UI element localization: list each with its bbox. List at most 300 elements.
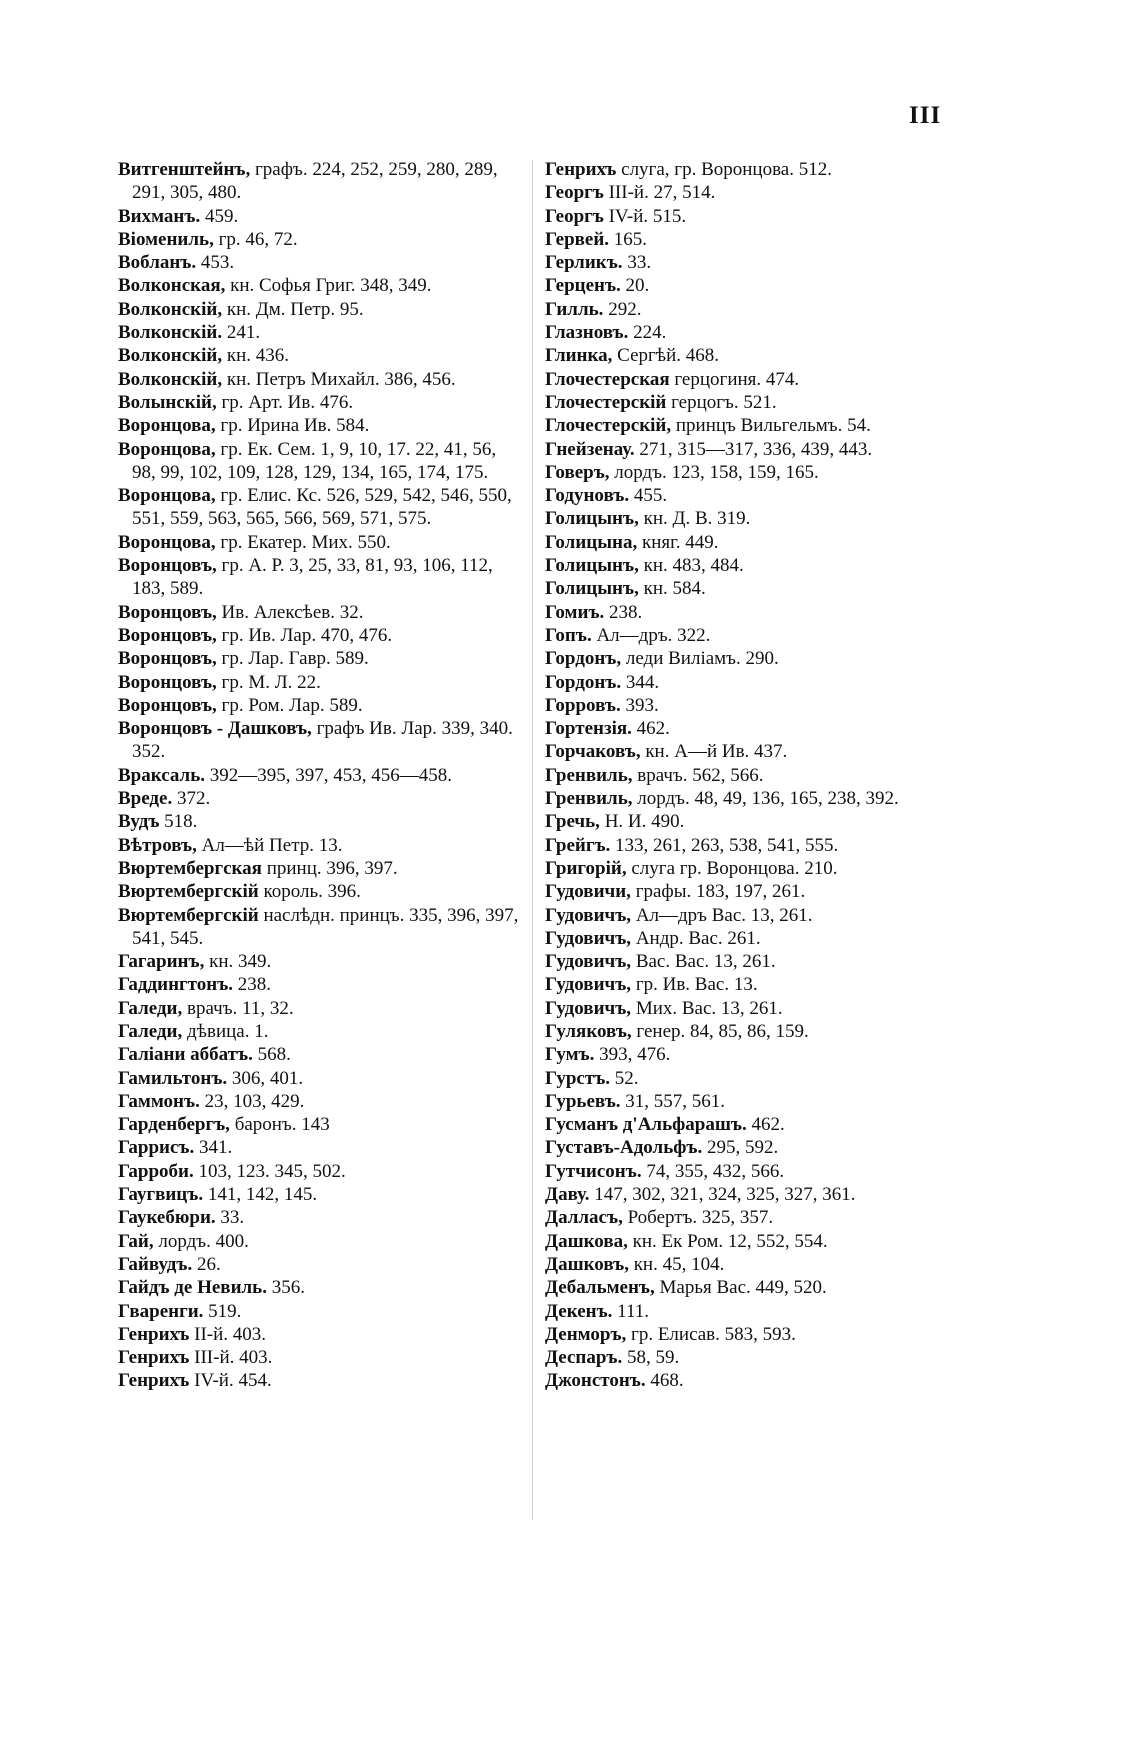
- entry-references: Ив. Алексѣев. 32.: [216, 601, 364, 623]
- entry-references: врачъ. 11, 32.: [182, 997, 294, 1019]
- entry-headword: Гудовичъ,: [545, 904, 632, 926]
- index-entry: [545, 461, 965, 484]
- column-divider: [532, 160, 533, 1520]
- entry-references: Вас. Вас. 13, 261.: [631, 951, 776, 973]
- entry-headword: Гаукебюри.: [118, 1207, 216, 1229]
- entry-headword: Гудовичъ,: [545, 951, 632, 973]
- index-entry: [118, 298, 520, 321]
- entry-headword: Гудовичъ,: [545, 974, 632, 996]
- index-entry: [118, 554, 520, 601]
- entry-references: король. 396.: [258, 881, 361, 903]
- entry-headword: Дашковъ,: [545, 1253, 629, 1275]
- index-entry: [545, 1323, 965, 1346]
- index-entry: [545, 228, 965, 251]
- entry-references: кн. А—й Ив. 437.: [640, 741, 788, 763]
- entry-references: гр. Елисав. 583, 593.: [626, 1323, 796, 1345]
- index-entry: [118, 228, 520, 251]
- index-entry: [118, 1090, 520, 1113]
- index-entry: [118, 647, 520, 670]
- entry-references: 372.: [172, 788, 211, 810]
- entry-headword: Воронцовъ,: [118, 601, 217, 623]
- entry-references: 462.: [746, 1114, 785, 1136]
- entry-references: герцогиня. 474.: [669, 368, 800, 390]
- entry-headword: Генрихъ: [118, 1323, 190, 1345]
- entry-references: 271, 315—317, 336, 439, 443.: [634, 438, 873, 460]
- entry-references: графъ. 224, 252, 259, 280, 289, 291, 305, 480.: [132, 159, 498, 204]
- entry-headword: Генрихъ: [118, 1370, 190, 1392]
- entry-headword: Воронцова,: [118, 438, 216, 460]
- index-entry: [545, 251, 965, 274]
- entry-headword: Воронцовъ - Дашковъ,: [118, 718, 312, 740]
- entry-references: 224.: [628, 322, 667, 344]
- entry-references: 393, 476.: [594, 1044, 671, 1066]
- entry-headword: Гордонъ.: [545, 671, 622, 693]
- entry-headword: Гопъ.: [545, 624, 592, 646]
- entry-references: Ал—дръ Вас. 13, 261.: [631, 904, 813, 926]
- entry-references: 58, 59.: [622, 1347, 680, 1369]
- index-entry: [118, 1183, 520, 1206]
- index-entry: [118, 274, 520, 297]
- entry-references: 344.: [621, 671, 660, 693]
- entry-headword: Вюртембергская: [118, 857, 262, 879]
- index-entry: [545, 391, 965, 414]
- entry-headword: Грейгъ.: [545, 834, 611, 856]
- index-entry: [118, 880, 520, 903]
- entry-headword: Гурстъ.: [545, 1067, 611, 1089]
- entry-references: 111.: [612, 1300, 650, 1322]
- entry-references: 20.: [620, 275, 650, 297]
- entry-references: графъ Ив. Лар. 339, 340. 352.: [132, 718, 513, 763]
- index-entry: [545, 764, 965, 787]
- entry-references: гр. Екатер. Мих. 550.: [215, 531, 391, 553]
- index-entry: [545, 1346, 965, 1369]
- entry-references: кн. Петръ Михайл. 386, 456.: [222, 368, 456, 390]
- entry-headword: Дебальменъ,: [545, 1277, 655, 1299]
- index-entry: [545, 1253, 965, 1276]
- index-entry: [118, 344, 520, 367]
- entry-references: Марья Вас. 449, 520.: [654, 1277, 827, 1299]
- index-entry: [545, 1160, 965, 1183]
- index-entry: [118, 1136, 520, 1159]
- entry-headword: Волконскій,: [118, 345, 223, 367]
- index-entry: [545, 740, 965, 763]
- index-entry: [118, 694, 520, 717]
- entry-headword: Гречь,: [545, 811, 600, 833]
- entry-references: 31, 557, 561.: [620, 1090, 726, 1112]
- entry-references: 519.: [203, 1300, 242, 1322]
- entry-headword: Гаррисъ.: [118, 1137, 195, 1159]
- entry-headword: Гайвудъ.: [118, 1253, 193, 1275]
- entry-references: Андр. Вас. 261.: [631, 927, 761, 949]
- entry-headword: Голицынъ,: [545, 578, 639, 600]
- entry-headword: Гортензія.: [545, 718, 632, 740]
- index-entry: [118, 671, 520, 694]
- entry-references: кн. 584.: [638, 578, 706, 600]
- entry-references: 462.: [631, 718, 670, 740]
- entry-headword: Гутчисонъ.: [545, 1160, 642, 1182]
- index-entry: [545, 158, 965, 181]
- entry-references: кн. Д. В. 319.: [638, 508, 751, 530]
- entry-headword: Декенъ.: [545, 1300, 613, 1322]
- entry-references: гр. Лар. Гавр. 589.: [216, 648, 369, 670]
- entry-references: Ал—дръ. 322.: [591, 624, 711, 646]
- index-entry: [545, 1276, 965, 1299]
- entry-references: 133, 261, 263, 538, 541, 555.: [610, 834, 839, 856]
- index-entry: [545, 368, 965, 391]
- entry-references: 393.: [620, 694, 659, 716]
- index-entry: [118, 787, 520, 810]
- index-entry: [545, 904, 965, 927]
- entry-references: III-й. 403.: [189, 1347, 273, 1369]
- entry-references: 33.: [622, 252, 652, 274]
- entry-references: 147, 302, 321, 324, 325, 327, 361.: [589, 1184, 856, 1206]
- index-entry: [545, 1113, 965, 1136]
- entry-headword: Дашкова,: [545, 1230, 628, 1252]
- index-entry: [545, 414, 965, 437]
- entry-headword: Деспаръ.: [545, 1347, 623, 1369]
- entry-headword: Горчаковъ,: [545, 741, 641, 763]
- entry-headword: Герценъ.: [545, 275, 621, 297]
- entry-references: 356.: [266, 1277, 305, 1299]
- index-entry: [545, 205, 965, 228]
- index-entry: [118, 1230, 520, 1253]
- index-entry: [118, 1206, 520, 1229]
- entry-references: 26.: [192, 1253, 221, 1275]
- entry-references: Сергѣй. 468.: [612, 345, 720, 367]
- entry-headword: Гренвиль,: [545, 764, 633, 786]
- entry-references: 341.: [194, 1137, 233, 1159]
- entry-references: 141, 142, 145.: [203, 1184, 318, 1206]
- entry-headword: Далласъ,: [545, 1207, 623, 1229]
- entry-headword: Глочестерскій,: [545, 415, 672, 437]
- entry-headword: Волконскій,: [118, 298, 223, 320]
- entry-references: принц. 396, 397.: [261, 857, 398, 879]
- entry-headword: Волконская,: [118, 275, 226, 297]
- entry-headword: Гилль.: [545, 298, 604, 320]
- index-entry: [118, 950, 520, 973]
- entry-headword: Віомениль,: [118, 228, 214, 250]
- entry-references: кн. 436.: [222, 345, 289, 367]
- entry-headword: Витгенштейнъ,: [118, 159, 251, 180]
- entry-headword: Гаддингтонъ.: [118, 974, 234, 996]
- entry-headword: Гаммонъ.: [118, 1090, 200, 1112]
- index-entry: [118, 251, 520, 274]
- entry-references: лордъ. 123, 158, 159, 165.: [609, 461, 819, 483]
- index-entry: [118, 1346, 520, 1369]
- entry-references: слуга, гр. Воронцова. 512.: [616, 159, 832, 180]
- entry-references: 33.: [215, 1207, 245, 1229]
- index-entry: [118, 810, 520, 833]
- entry-references: гр. Елис. Кс. 526, 529, 542, 546, 550, 551, 559, 563, 565, 566, 569, 571, 575.: [132, 485, 512, 530]
- index-entry: [118, 1020, 520, 1043]
- entry-references: кн. Ек Ром. 12, 552, 554.: [627, 1230, 828, 1252]
- entry-references: генер. 84, 85, 86, 159.: [631, 1020, 809, 1042]
- entry-headword: Воронцова,: [118, 485, 216, 507]
- index-entry: [545, 671, 965, 694]
- entry-headword: Вобланъ.: [118, 252, 197, 274]
- entry-references: гр. Ром. Лар. 589.: [216, 694, 363, 716]
- entry-headword: Гренвиль,: [545, 788, 633, 810]
- entry-references: кн. Дм. Петр. 95.: [222, 298, 364, 320]
- entry-references: IV-й. 454.: [189, 1370, 272, 1392]
- index-entry: [118, 997, 520, 1020]
- entry-headword: Горровъ.: [545, 694, 621, 716]
- entry-headword: Говеръ,: [545, 461, 610, 483]
- entry-references: 518.: [159, 811, 198, 833]
- index-entry: [545, 298, 965, 321]
- entry-headword: Глазновъ.: [545, 322, 629, 344]
- index-entry: [118, 205, 520, 228]
- index-entry: [118, 973, 520, 996]
- index-entry: [545, 1067, 965, 1090]
- page-number: III: [909, 102, 942, 129]
- entry-headword: Гудовичъ,: [545, 927, 632, 949]
- entry-references: герцогъ. 521.: [666, 391, 777, 413]
- entry-headword: Генрихъ: [545, 159, 617, 180]
- index-entry: [545, 274, 965, 297]
- index-entry: [545, 1043, 965, 1066]
- entry-headword: Гуляковъ,: [545, 1020, 632, 1042]
- entry-headword: Воронцовъ,: [118, 694, 217, 716]
- entry-headword: Воронцова,: [118, 531, 216, 553]
- entry-headword: Гайдъ де Невиль.: [118, 1277, 267, 1299]
- entry-headword: Вюртембергскій: [118, 881, 259, 903]
- entry-headword: Густавъ-Адольфъ.: [545, 1137, 703, 1159]
- index-entry: [118, 1323, 520, 1346]
- index-entry: [118, 904, 520, 951]
- entry-references: кн. Софья Григ. 348, 349.: [225, 275, 432, 297]
- entry-headword: Гарроби.: [118, 1160, 194, 1182]
- index-entry: [545, 1090, 965, 1113]
- entry-references: 52.: [610, 1067, 639, 1089]
- index-entry: [545, 531, 965, 554]
- entry-headword: Генрихъ: [118, 1347, 190, 1369]
- entry-references: гр. 46, 72.: [213, 228, 298, 250]
- entry-references: гр. М. Л. 22.: [216, 671, 321, 693]
- index-entry: [118, 717, 520, 764]
- index-entry: [545, 973, 965, 996]
- index-entry: [118, 1300, 520, 1323]
- entry-headword: Волконскій,: [118, 368, 223, 390]
- entry-references: 306, 401.: [227, 1067, 304, 1089]
- entry-headword: Воронцовъ,: [118, 671, 217, 693]
- entry-references: лордъ. 400.: [153, 1230, 249, 1252]
- index-entry: [545, 997, 965, 1020]
- entry-headword: Гервей.: [545, 228, 610, 250]
- index-entry: [118, 1369, 520, 1392]
- entry-headword: Гаугвицъ.: [118, 1184, 204, 1206]
- index-column-right: [545, 158, 965, 1393]
- entry-references: Робертъ. 325, 357.: [622, 1207, 774, 1229]
- index-entry: [118, 368, 520, 391]
- index-entry: [118, 391, 520, 414]
- entry-references: леди Виліамъ. 290.: [621, 648, 779, 670]
- entry-references: врачъ. 562, 566.: [632, 764, 764, 786]
- entry-references: II-й. 403.: [189, 1323, 267, 1345]
- entry-headword: Глинка,: [545, 345, 613, 367]
- entry-headword: Герликъ.: [545, 252, 623, 274]
- entry-references: III-й. 27, 514.: [603, 182, 716, 204]
- entry-headword: Гай,: [118, 1230, 154, 1252]
- entry-references: 392—395, 397, 453, 456—458.: [205, 764, 453, 786]
- entry-headword: Вудъ: [118, 811, 160, 833]
- index-entry: [118, 1253, 520, 1276]
- entry-headword: Гамильтонъ.: [118, 1067, 228, 1089]
- index-entry: [545, 787, 965, 810]
- index-entry: [118, 624, 520, 647]
- entry-headword: Волынскій,: [118, 391, 217, 413]
- entry-headword: Воронцова,: [118, 415, 216, 437]
- index-entry: [118, 1043, 520, 1066]
- index-entry: [118, 1113, 520, 1136]
- index-entry: [545, 624, 965, 647]
- index-entry: [545, 321, 965, 344]
- entry-headword: Григорій,: [545, 857, 627, 879]
- entry-references: 238.: [233, 974, 272, 996]
- index-entry: [118, 1276, 520, 1299]
- entry-references: IV-й. 515.: [603, 205, 687, 227]
- entry-headword: Голицынъ,: [545, 555, 639, 577]
- entry-headword: Гарденбергъ,: [118, 1114, 230, 1136]
- entry-references: гр. Ирина Ив. 584.: [215, 415, 370, 437]
- entry-headword: Георгъ: [545, 182, 604, 204]
- entry-headword: Вюртембергскій: [118, 904, 259, 926]
- entry-headword: Враксаль.: [118, 764, 206, 786]
- index-entry: [545, 438, 965, 461]
- entry-headword: Даву.: [545, 1184, 590, 1206]
- entry-headword: Галіани аббатъ.: [118, 1044, 253, 1066]
- index-entry: [545, 857, 965, 880]
- index-entry: [545, 1183, 965, 1206]
- index-entry: [118, 484, 520, 531]
- entry-headword: Галеди,: [118, 997, 183, 1019]
- entry-headword: Воронцовъ,: [118, 555, 217, 577]
- entry-headword: Голицына,: [545, 531, 638, 553]
- entry-headword: Годуновъ.: [545, 485, 630, 507]
- entry-references: наслѣдн. принцъ. 335, 396, 397, 541, 545.: [132, 904, 519, 949]
- entry-headword: Гваренги.: [118, 1300, 204, 1322]
- entry-headword: Волконскій.: [118, 322, 223, 344]
- entry-references: Н. И. 490.: [599, 811, 685, 833]
- index-entry: [545, 1300, 965, 1323]
- entry-references: княг. 449.: [637, 531, 719, 553]
- entry-references: 468.: [645, 1370, 684, 1392]
- index-column-left: [118, 158, 520, 1393]
- index-entry: [545, 694, 965, 717]
- entry-references: кн. 483, 484.: [638, 555, 744, 577]
- entry-references: гр. Ек. Сем. 1, 9, 10, 17. 22, 41, 56, 98, 99, 102, 109, 128, 129, 134, 165, 174, 175.: [132, 438, 497, 483]
- entry-headword: Воронцовъ,: [118, 624, 217, 646]
- index-entry: [545, 1136, 965, 1159]
- index-entry: [545, 344, 965, 367]
- index-entry: [118, 834, 520, 857]
- entry-headword: Глочестерская: [545, 368, 670, 390]
- index-entry: [545, 647, 965, 670]
- index-entry: [118, 158, 520, 205]
- entry-headword: Гудовичъ,: [545, 997, 632, 1019]
- entry-headword: Гудовичи,: [545, 881, 631, 903]
- entry-headword: Вреде.: [118, 788, 173, 810]
- index-entry: [545, 1230, 965, 1253]
- entry-references: 453.: [196, 252, 235, 274]
- entry-references: 74, 355, 432, 566.: [641, 1160, 785, 1182]
- index-entry: [545, 880, 965, 903]
- entry-references: слуга гр. Воронцова. 210.: [626, 857, 838, 879]
- entry-headword: Глочестерскій: [545, 391, 667, 413]
- entry-headword: Гнейзенау.: [545, 438, 635, 460]
- index-entry: [545, 601, 965, 624]
- entry-references: 23, 103, 429.: [199, 1090, 305, 1112]
- index-entry: [545, 1020, 965, 1043]
- entry-headword: Галеди,: [118, 1020, 183, 1042]
- index-entry: [118, 531, 520, 554]
- entry-references: гр. А. Р. 3, 25, 33, 81, 93, 106, 112, 183, 589.: [132, 555, 493, 600]
- entry-headword: Денморъ,: [545, 1323, 627, 1345]
- entry-references: баронъ. 143: [229, 1114, 330, 1136]
- entry-references: гр. Ив. Вас. 13.: [631, 974, 758, 996]
- index-entry: [545, 507, 965, 530]
- entry-references: Мих. Вас. 13, 261.: [631, 997, 783, 1019]
- entry-references: Ал—ѣй Петр. 13.: [196, 834, 343, 856]
- index-entry: [545, 834, 965, 857]
- entry-references: принцъ Вильгельмъ. 54.: [671, 415, 871, 437]
- entry-references: 238.: [604, 601, 643, 623]
- entry-headword: Гумъ.: [545, 1044, 595, 1066]
- entry-references: гр. Ив. Лар. 470, 476.: [216, 624, 393, 646]
- entry-references: дѣвица. 1.: [182, 1020, 269, 1042]
- index-entry: [118, 438, 520, 485]
- entry-references: 568.: [252, 1044, 291, 1066]
- entry-references: 292.: [603, 298, 642, 320]
- index-entry: [545, 1369, 965, 1392]
- entry-references: 295, 592.: [702, 1137, 779, 1159]
- entry-headword: Гомиъ.: [545, 601, 605, 623]
- index-entry: [545, 577, 965, 600]
- entry-references: 165.: [609, 228, 648, 250]
- index-entry: [118, 1160, 520, 1183]
- entry-headword: Гусманъ д'Альфарашъ.: [545, 1114, 747, 1136]
- entry-headword: Гагаринъ,: [118, 951, 205, 973]
- index-entry: [545, 1206, 965, 1229]
- index-entry: [545, 810, 965, 833]
- entry-references: кн. 45, 104.: [628, 1253, 725, 1275]
- entry-headword: Георгъ: [545, 205, 604, 227]
- index-entry: [545, 181, 965, 204]
- index-entry: [118, 764, 520, 787]
- index-entry: [545, 717, 965, 740]
- index-entry: [118, 601, 520, 624]
- index-entry: [545, 554, 965, 577]
- index-entry: [118, 414, 520, 437]
- entry-references: кн. 349.: [204, 951, 272, 973]
- index-entry: [545, 484, 965, 507]
- entry-references: графы. 183, 197, 261.: [630, 881, 806, 903]
- index-entry: [118, 1067, 520, 1090]
- entry-headword: Воронцовъ,: [118, 648, 217, 670]
- entry-references: гр. Арт. Ив. 476.: [216, 391, 354, 413]
- index-entry: [118, 321, 520, 344]
- index-entry: [545, 927, 965, 950]
- entry-references: 241.: [222, 322, 261, 344]
- index-entry: [118, 857, 520, 880]
- entry-headword: Гордонъ,: [545, 648, 622, 670]
- entry-headword: Вихманъ.: [118, 205, 201, 227]
- entry-references: 103, 123. 345, 502.: [193, 1160, 346, 1182]
- entry-headword: Вѣтровъ,: [118, 834, 197, 856]
- index-entry: [545, 950, 965, 973]
- entry-headword: Джонстонъ.: [545, 1370, 646, 1392]
- entry-references: 455.: [629, 485, 668, 507]
